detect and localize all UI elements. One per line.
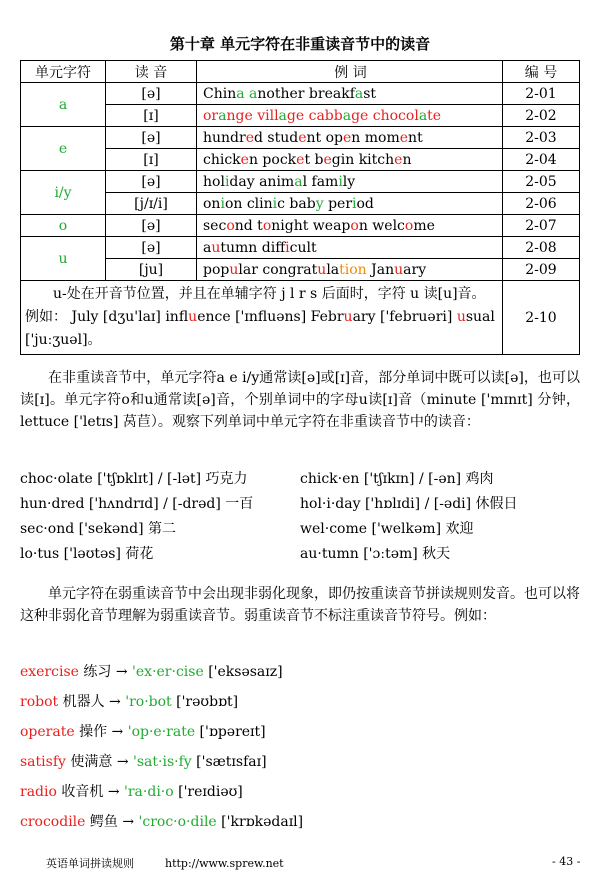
reading-cell: [ju] [106,259,197,281]
page-title: 第十章 单元字符在非重读音节中的读音 [169,35,431,53]
table-row [21,83,580,105]
code-cell: 2-03 [503,127,580,149]
code-cell: 2-07 [503,215,580,237]
example-line: crocodile 鳄鱼 → 'croc·o·dile ['krɒkədaɪl] [20,814,304,830]
footer-url[interactable]: http://www.sprew.net [165,857,284,870]
examples-cell: holiday animal family [197,171,503,193]
examples-cell: onion clinic baby period [197,193,503,215]
word-pair-item: wel·come ['welkəm] 欢迎 [300,521,474,537]
unit-cell: i/y [21,171,106,215]
word-pair-item: au·tumn ['ɔːtəm] 秋天 [300,546,451,562]
note-cell: u-处在开音节位置，并且在单辅字符 j l r s 后面时，字符 u 读[u]音。例如： July [dʒu'laɪ] influence ['ɪnfluəns] February ['februəri] usual ['juːʒuəl]。 [21,281,503,355]
unit-cell: a [21,83,106,127]
examples-cell: China another breakfast [197,83,503,105]
table-row [21,171,580,193]
examples-cell: orange village cabbage chocolate [197,105,503,127]
reading-cell: [ə] [106,215,197,237]
word-pair-item: lo·tus ['ləʊtəs] 荷花 [20,546,154,562]
code-cell: 2-09 [503,259,580,281]
unit-cell: e [21,127,106,171]
code-cell: 2-08 [503,237,580,259]
code-cell: 2-06 [503,193,580,215]
examples-cell: autumn difficult [197,237,503,259]
paragraph-1: 在非重读音节中，单元字符a e i/y通常读[ə]或[ɪ]音，部分单词中既可以读[ə]，也可以读[ɪ]。单元字符o和u通常读[ə]音，个别单词中的字母u读[ɪ]音（minute ['mɪnɪt] 分钟，lettuce ['letɪs] 莴苣）。观察下列单词中单元字符在非重读音节中的读音： [20,370,580,430]
example-line: exercise 练习 → 'ex·er·cise ['eksəsaɪz] [20,664,283,680]
note-code-cell: 2-10 [503,281,580,355]
paragraph-2: 单元字符在弱重读音节中会出现非弱化现象，即仍按重读音节拼读规则发音。也可以将这种非弱化音节理解为弱重读音节。弱重读音节不标注重读音节符号。例如： [20,586,580,624]
examples-cell: second tonight weapon welcome [197,215,503,237]
examples-cell: chicken pocket begin kitchen [197,149,503,171]
table-row [21,127,580,149]
reading-cell: [j/ɪ/i] [106,193,197,215]
footer-book-title: 英语单词拼读规则 [46,857,134,870]
note-row [21,281,580,355]
reading-cell: [ə] [106,127,197,149]
word-pair-item: hun·dred ['hʌndrɪd] / [-drəd] 一百 [20,496,254,512]
example-line: satisfy 使满意 → 'sat·is·fy ['sætɪsfaɪ] [20,754,267,770]
code-cell: 2-02 [503,105,580,127]
word-pair-item: sec·ond ['sekənd] 第二 [20,521,177,537]
example-line: robot 机器人 → 'ro·bot ['rəʊbɒt] [20,694,239,710]
word-pair-item: hol·i·day ['hɒlɪdi] / [-ədi] 休假日 [300,496,518,512]
reading-cell: [ə] [106,171,197,193]
unit-cell: u [21,237,106,281]
reading-cell: [ə] [106,83,197,105]
footer-left [46,855,284,871]
unit-cell: o [21,215,106,237]
code-cell: 2-04 [503,149,580,171]
code-cell: 2-05 [503,171,580,193]
table-header-row [21,61,580,83]
examples-cell: hundred student open moment [197,127,503,149]
vowel-table [20,60,580,355]
table-body [21,83,580,355]
table-row [21,237,580,259]
reading-cell: [ə] [106,237,197,259]
reading-cell: [ɪ] [106,149,197,171]
examples-cell: popular congratulation January [197,259,503,281]
reading-cell: [ɪ] [106,105,197,127]
footer-page-number: - 43 - [552,855,581,868]
word-pair-item: choc·olate ['tʃɒklɪt] / [-lət] 巧克力 [20,471,248,487]
example-line: radio 收音机 → 'ra·di·o ['reɪdiəʊ] [20,784,243,800]
header-reading: 读 音 [106,61,197,83]
word-pair-item: chick·en ['tʃɪkɪn] / [-ən] 鸡肉 [300,471,494,487]
header-code: 编 号 [503,61,580,83]
table-row [21,215,580,237]
header-unit: 单元字符 [21,61,106,83]
code-cell: 2-01 [503,83,580,105]
header-examples: 例 词 [197,61,503,83]
example-line: operate 操作 → 'op·e·rate ['ɒpəreɪt] [20,724,266,740]
